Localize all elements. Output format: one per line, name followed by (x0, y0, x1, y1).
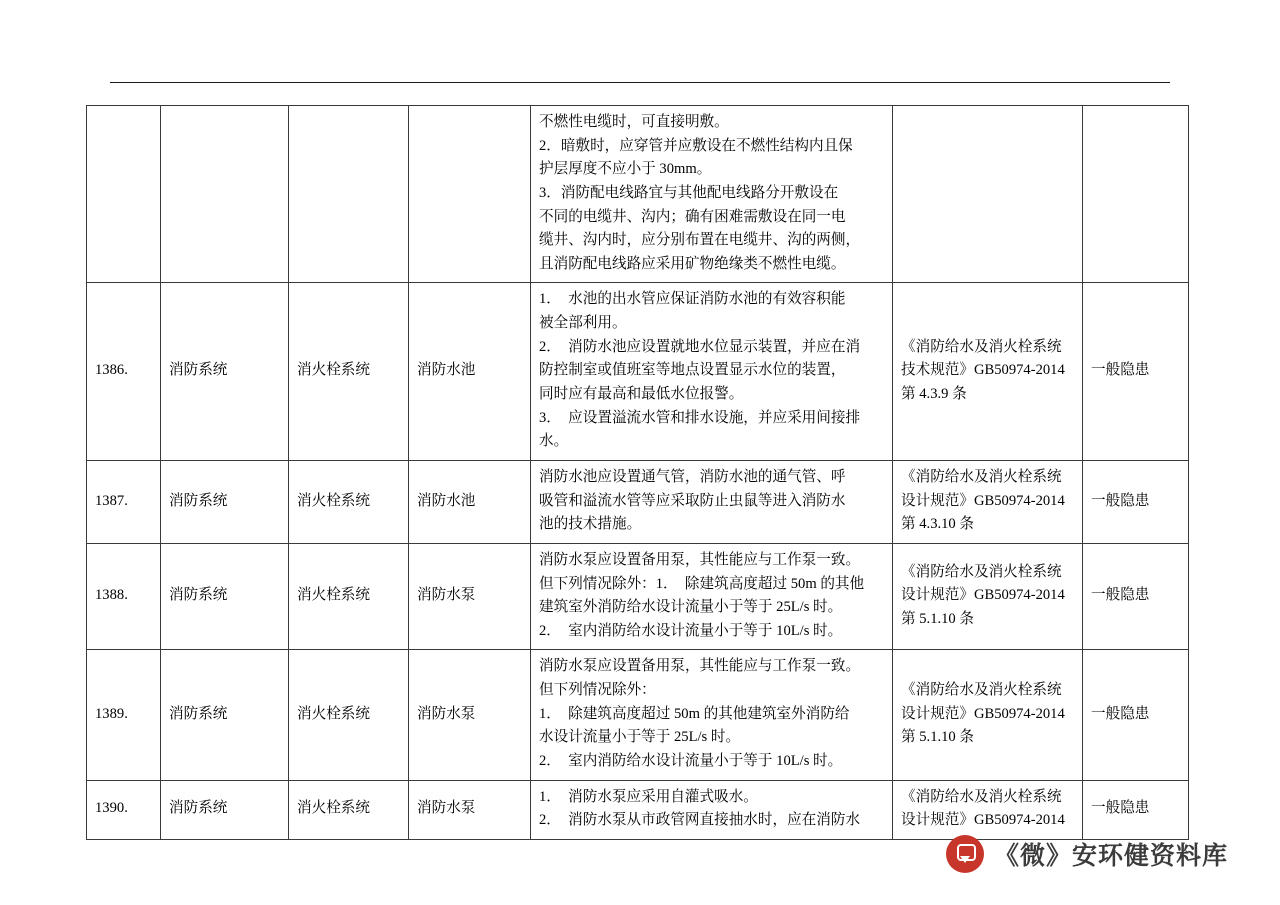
row-description-cell: 消防水泵应设置备用泵，其性能应与工作泵一致。 但下列情况除外：1． 除建筑高度超过 50m 的其他 建筑室外消防给水设计流量小于等于 25L/s 时。 2． 室内消防给水设计流量小于等于 10L/s 时。 (531, 543, 893, 650)
row-subsystem-cell: 消火栓系统 (289, 780, 409, 839)
row-item-cell: 消防水泵 (409, 650, 531, 780)
wechat-logo-icon (946, 835, 984, 873)
row-number-cell (87, 106, 161, 283)
row-reference-cell: 《消防给水及消火栓系统 设计规范》GB50974-2014 第 5.1.10 条 (893, 543, 1083, 650)
row-description-cell: 不燃性电缆时，可直接明敷。 2．暗敷时，应穿管并应敷设在不燃性结构内且保 护层厚度不应小于 30mm。 3．消防配电线路宜与其他配电线路分开敷设在 不同的电缆井、沟内；确有困难需敷设在同一电 缆井、沟内时，应分别布置在电缆井、沟的两侧， 且消防配电线路应采用矿物绝缘类不燃性电缆。 (531, 106, 893, 283)
row-subsystem-cell: 消火栓系统 (289, 460, 409, 543)
watermark-label: 《微》安环健资料库 (993, 841, 1228, 870)
table-row (87, 780, 1189, 839)
row-item-cell: 消防水泵 (409, 780, 531, 839)
row-system-cell: 消防系统 (161, 650, 289, 780)
row-item-cell (409, 106, 531, 283)
header-rule (110, 82, 1170, 83)
row-subsystem-cell (289, 106, 409, 283)
table-row (87, 283, 1189, 460)
row-subsystem-cell: 消火栓系统 (289, 650, 409, 780)
row-system-cell: 消防系统 (161, 283, 289, 460)
watermark (946, 835, 1228, 873)
row-number-cell: 1390. (87, 780, 161, 839)
row-system-cell: 消防系统 (161, 780, 289, 839)
row-reference-cell: 《消防给水及消火栓系统 设计规范》GB50974-2014 (893, 780, 1083, 839)
row-item-cell: 消防水泵 (409, 543, 531, 650)
row-number-cell: 1387. (87, 460, 161, 543)
table-row (87, 543, 1189, 650)
row-description-cell: 消防水池应设置通气管，消防水池的通气管、呼 吸管和溢流水管等应采取防止虫鼠等进入消防水 池的技术措施。 (531, 460, 893, 543)
table-row (87, 106, 1189, 283)
row-level-cell (1083, 106, 1189, 283)
row-level-cell: 一般隐患 (1083, 650, 1189, 780)
row-reference-cell: 《消防给水及消火栓系统 设计规范》GB50974-2014 第 5.1.10 条 (893, 650, 1083, 780)
hazard-table-body (87, 106, 1189, 840)
row-subsystem-cell: 消火栓系统 (289, 283, 409, 460)
row-level-cell: 一般隐患 (1083, 283, 1189, 460)
row-description-cell: 1． 水池的出水管应保证消防水池的有效容积能 被全部利用。 2． 消防水池应设置就地水位显示装置，并应在消 防控制室或值班室等地点设置显示水位的装置， 同时应有最高和最低水位报警。 3． 应设置溢流水管和排水设施，并应采用间接排 水。 (531, 283, 893, 460)
row-number-cell: 1388. (87, 543, 161, 650)
row-item-cell: 消防水池 (409, 460, 531, 543)
row-subsystem-cell: 消火栓系统 (289, 543, 409, 650)
row-number-cell: 1386. (87, 283, 161, 460)
row-reference-cell: 《消防给水及消火栓系统 设计规范》GB50974-2014 第 4.3.10 条 (893, 460, 1083, 543)
hazard-table (86, 105, 1189, 840)
row-description-cell: 消防水泵应设置备用泵，其性能应与工作泵一致。 但下列情况除外： 1． 除建筑高度超过 50m 的其他建筑室外消防给 水设计流量小于等于 25L/s 时。 2． 室内消防给水设计流量小于等于 10L/s 时。 (531, 650, 893, 780)
row-reference-cell (893, 106, 1083, 283)
row-system-cell: 消防系统 (161, 543, 289, 650)
row-reference-cell: 《消防给水及消火栓系统 技术规范》GB50974-2014 第 4.3.9 条 (893, 283, 1083, 460)
row-number-cell: 1389. (87, 650, 161, 780)
row-description-cell: 1． 消防水泵应采用自灌式吸水。 2． 消防水泵从市政管网直接抽水时，应在消防水 (531, 780, 893, 839)
row-level-cell: 一般隐患 (1083, 780, 1189, 839)
row-system-cell (161, 106, 289, 283)
row-system-cell: 消防系统 (161, 460, 289, 543)
hazard-table-container (86, 105, 1188, 840)
row-level-cell: 一般隐患 (1083, 543, 1189, 650)
table-row (87, 460, 1189, 543)
table-row (87, 650, 1189, 780)
row-level-cell: 一般隐患 (1083, 460, 1189, 543)
row-item-cell: 消防水池 (409, 283, 531, 460)
